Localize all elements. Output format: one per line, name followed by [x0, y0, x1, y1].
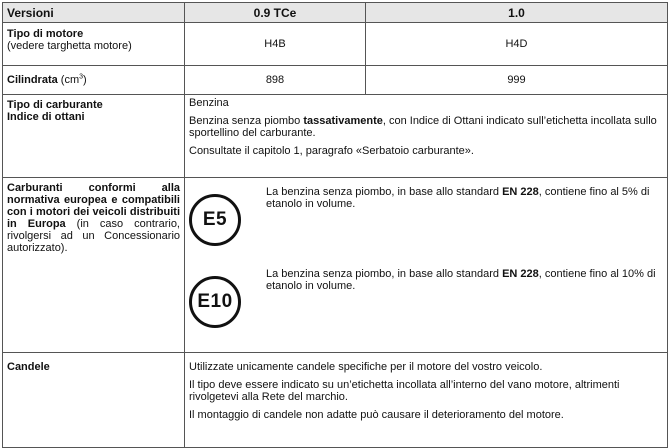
e5-badge-text: E5 — [202, 209, 228, 230]
engine-type-title: Tipo di motore — [7, 28, 84, 40]
engine-type-10: H4D — [366, 23, 668, 66]
engine-type-09tce: H4B — [185, 23, 366, 66]
e10-text-after: , contiene fino al 10% di etanolo in volume. — [266, 268, 656, 292]
e5-text-after: , contiene fino al 5% di etanolo in volume. — [266, 186, 650, 210]
fuel-type-content — [185, 95, 668, 178]
fuel-type-title: Tipo di carburante — [7, 99, 103, 111]
compliant-fuels-content — [185, 178, 668, 353]
e10-text-bold: EN 228 — [502, 268, 539, 280]
e5-text-before: La benzina senza piombo, in base allo standard — [266, 186, 503, 198]
spark-plugs-row — [3, 353, 668, 448]
e5-description — [266, 186, 662, 210]
displacement-unit-sup: 3 — [79, 73, 84, 81]
e5-fuel-label-icon — [189, 194, 241, 246]
e10-text-before: La benzina senza piombo, in base allo standard — [266, 268, 503, 280]
compliant-fuels-row — [3, 178, 668, 353]
displacement-title: Cilindrata — [7, 74, 58, 86]
fuel-type-p2 — [189, 115, 663, 139]
e5-text-bold: EN 228 — [502, 186, 539, 198]
e10-badge-text: E10 — [197, 291, 233, 312]
engine-type-note: (vedere targhetta motore) — [7, 40, 132, 52]
displacement-10: 999 — [366, 66, 668, 95]
fuel-type-p1: Benzina — [189, 97, 229, 109]
spark-plugs-content — [185, 353, 668, 448]
displacement-label — [3, 66, 185, 95]
spark-plugs-p3: Il montaggio di candele non adatte può causare il deterioramento del motore. — [189, 409, 564, 421]
spark-plugs-title: Candele — [7, 361, 50, 373]
octane-title: Indice di ottani — [7, 111, 85, 123]
displacement-unit-prefix: (cm — [57, 74, 80, 86]
fuel-type-p2-before: Benzina senza piombo — [189, 115, 304, 127]
spark-plugs-p2: Il tipo deve essere indicato su un’etichetta incollata all’interno del vano motore, altrimenti rivolgetevi alla Rete del marchio. — [189, 379, 620, 403]
e10-description — [266, 268, 662, 292]
displacement-09tce: 898 — [185, 66, 366, 95]
displacement-unit-suffix: ) — [83, 74, 87, 86]
spark-plugs-label — [3, 353, 185, 448]
compliant-fuels-note: (in caso contrario, rivolgersi ad un Concessionario autorizzato). — [7, 218, 180, 254]
header-row — [3, 3, 668, 23]
engine-type-label — [3, 23, 185, 66]
fuel-type-label — [3, 95, 185, 178]
engine-spec-table — [2, 2, 668, 448]
fuel-type-p2-bold: tassativamente — [303, 115, 383, 127]
compliant-fuels-label — [3, 178, 185, 353]
fuel-type-row — [3, 95, 668, 178]
header-version-09tce: 0.9 TCe — [185, 3, 366, 23]
fuel-type-p2-after: , con Indice di Ottani indicato sull’etichetta incollata sullo sportellino del carburante. — [189, 115, 657, 139]
fuel-labels-area — [185, 178, 667, 348]
e10-fuel-label-icon — [189, 276, 241, 328]
compliant-fuels-title: Carburanti conformi alla normativa europea e compatibili con i motori dei veicoli distribuiti in Europa — [7, 182, 180, 230]
header-version-10: 1.0 — [366, 3, 668, 23]
header-versions: Versioni — [3, 3, 185, 23]
fuel-type-p3: Consultate il capitolo 1, paragrafo «Serbatoio carburante». — [189, 145, 474, 157]
spark-plugs-p1: Utilizzate unicamente candele specifiche per il motore del vostro veicolo. — [189, 361, 543, 373]
displacement-row — [3, 66, 668, 95]
engine-type-row — [3, 23, 668, 66]
